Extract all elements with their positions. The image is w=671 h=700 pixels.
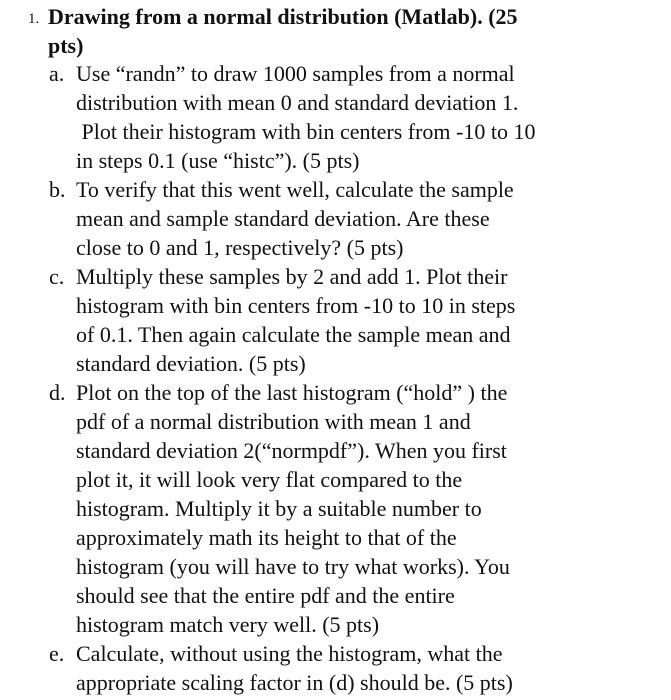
part-d [49, 378, 609, 639]
part-text [76, 262, 609, 378]
part-text [76, 378, 609, 639]
part-line: Multiply these samples by 2 and add 1. Plot their [76, 264, 508, 289]
part-line: histogram with bin centers from -10 to 10 in steps [76, 293, 516, 318]
part-line: histogram (you will have to try what works). You [76, 554, 510, 579]
part-b [49, 175, 609, 262]
part-letter: e. [49, 641, 65, 666]
part-line: in steps 0.1 (use “histc”). (5 pts) [76, 148, 360, 173]
part-line: approximately math its height to that of the [76, 525, 457, 550]
part-text [76, 175, 609, 262]
part-line: histogram. Multiply it by a suitable number to [76, 496, 482, 521]
part-a [49, 59, 609, 175]
part-letter: c. [49, 264, 65, 289]
part-line: Plot on the top of the last histogram (“hold” ) the [76, 380, 508, 405]
problem-title-line: pts) [48, 33, 84, 58]
part-line: should see that the entire pdf and the entire [76, 583, 455, 608]
part-line: distribution with mean 0 and standard deviation 1. [76, 90, 519, 115]
part-line: close to 0 and 1, respectively? (5 pts) [76, 235, 404, 260]
part-line: mean and sample standard deviation. Are these [76, 206, 490, 231]
part-e [49, 639, 609, 697]
part-line: Calculate, without using the histogram, what the [76, 641, 503, 666]
problem-title-line: Drawing from a normal distribution (Matlab). (25 [48, 4, 518, 29]
problem-number: 1. [28, 11, 40, 27]
part-line: histogram match very well. (5 pts) [76, 612, 380, 637]
part-line: pdf of a normal distribution with mean 1 and [76, 409, 471, 434]
part-line: standard deviation 2(“normpdf”). When you first [76, 438, 507, 463]
part-line: standard deviation. (5 pts) [76, 351, 306, 376]
part-text [76, 639, 609, 697]
part-line: plot it, it will look very flat compared to the [76, 467, 463, 492]
part-line: Plot their histogram with bin centers from -10 to 10 [76, 119, 536, 144]
problem-title [48, 2, 608, 60]
part-c [49, 262, 609, 378]
part-letter: b. [49, 177, 66, 202]
part-line: of 0.1. Then again calculate the sample mean and [76, 322, 511, 347]
part-line: appropriate scaling factor in (d) should be. (5 pts) [76, 670, 513, 695]
part-line: Use “randn” to draw 1000 samples from a normal [76, 61, 515, 86]
part-line: To verify that this went well, calculate the sample [76, 177, 514, 202]
part-letter: d. [49, 380, 66, 405]
part-letter: a. [49, 61, 65, 86]
part-text [76, 59, 609, 175]
part-list [49, 59, 609, 697]
